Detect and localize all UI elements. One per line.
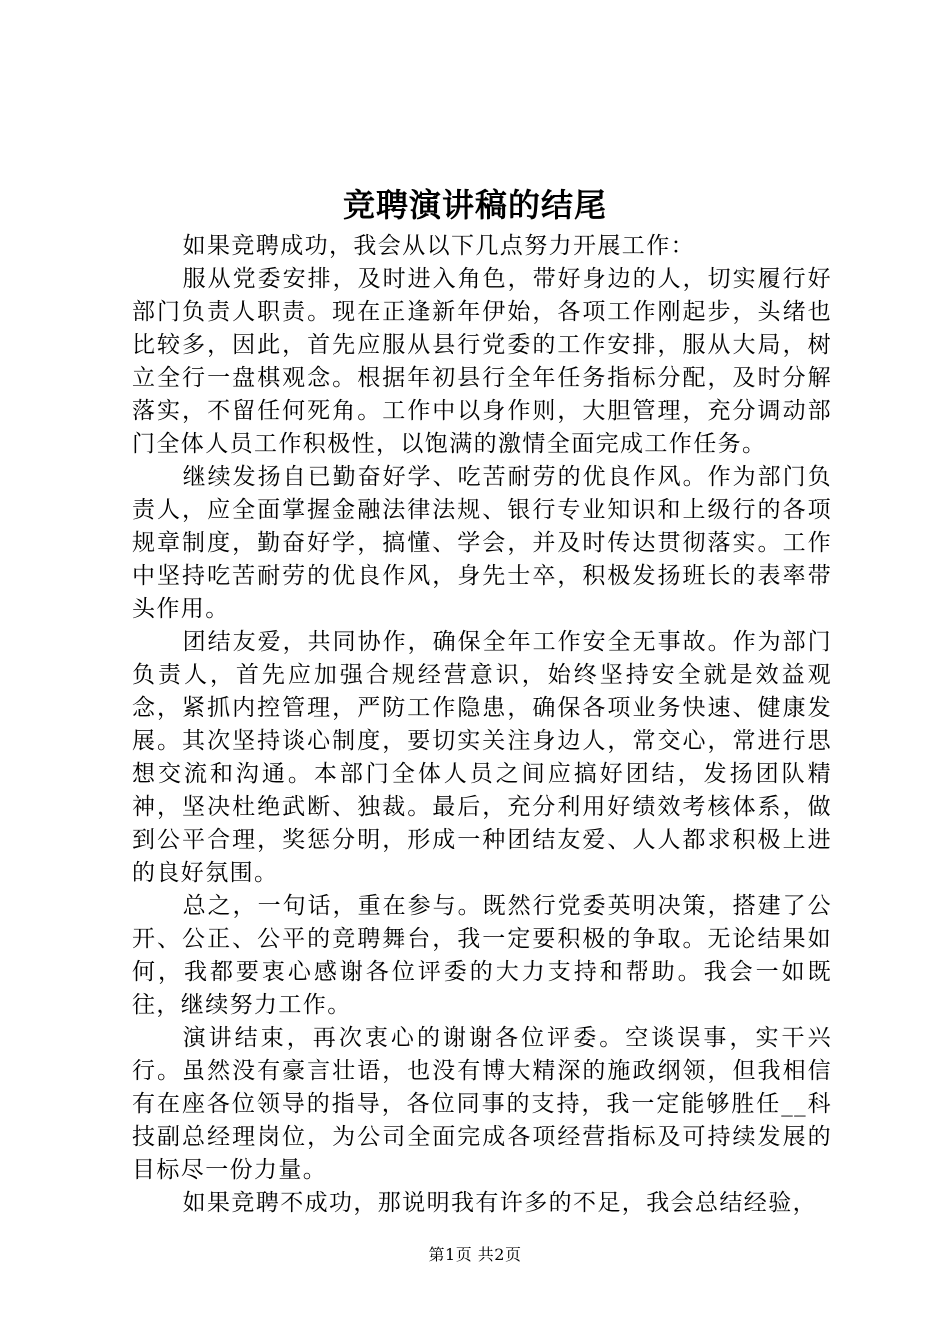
document-title: 竞聘演讲稿的结尾 (342, 186, 607, 224)
paragraph: 继续发扬自已勤奋好学、吃苦耐劳的优良作风。作为部门负责人，应全面掌握金融法律法规、银行专业知识和上级行的各项规章制度，勤奋好学，搞懂、学会，并及时传达贯彻落实。工作中坚持吃苦耐劳的优良作风，身先士卒，积极发扬班长的表率带头作用。 (132, 464, 832, 622)
paragraph: 总之，一句话，重在参与。既然行党委英明决策，搭建了公开、公正、公平的竞聘舞台，我一定要积极的争取。无论结果如何，我都要衷心感谢各位评委的大力支持和帮助。我会一如既往，继续努力工作。 (132, 893, 832, 1018)
paragraph: 演讲结束，再次衷心的谢谢各位评委。空谈误事，实干兴行。虽然没有豪言壮语，也没有博大精深的施政纲领，但我相信有在座各位领导的指导，各位同事的支持，我一定能够胜任__科技副总经理岗位，为公司全面完成各项经营指标及可持续发展的目标尽一份力量。 (132, 1025, 832, 1183)
paragraph: 如果竞聘不成功，那说明我有许多的不足，我会总结经验， (182, 1190, 817, 1216)
page-number-footer: 第1页 共2页 (428, 1245, 522, 1264)
paragraph: 如果竞聘成功，我会从以下几点努力开展工作： (182, 233, 695, 259)
paragraph: 服从党委安排，及时进入角色，带好身边的人，切实履行好部门负责人职责。现在正逢新年伊始，各项工作刚起步，头绪也比较多，因此，首先应服从县行党委的工作安排，服从大局，树立全行一盘棋观念。根据年初县行全年任务指标分配，及时分解落实，不留任何死角。工作中以身作则，大胆管理，充分调动部门全体人员工作积极性，以饱满的激情全面完成工作任务。 (132, 266, 832, 457)
document-body (132, 230, 832, 1220)
paragraph: 团结友爱，共同协作，确保全年工作安全无事故。作为部门负责人，首先应加强合规经营意识，始终坚持安全就是效益观念，紧抓内控管理，严防工作隐患，确保各项业务快速、健康发展。其次坚持谈心制度，要切实关注身边人，常交心，常进行思想交流和沟通。本部门全体人员之间应搞好团结，发扬团队精神，坚决杜绝武断、独裁。最后，充分利用好绩效考核体系，做到公平合理，奖惩分明，形成一种团结友爱、人人都求积极上进的良好氛围。 (132, 629, 832, 886)
